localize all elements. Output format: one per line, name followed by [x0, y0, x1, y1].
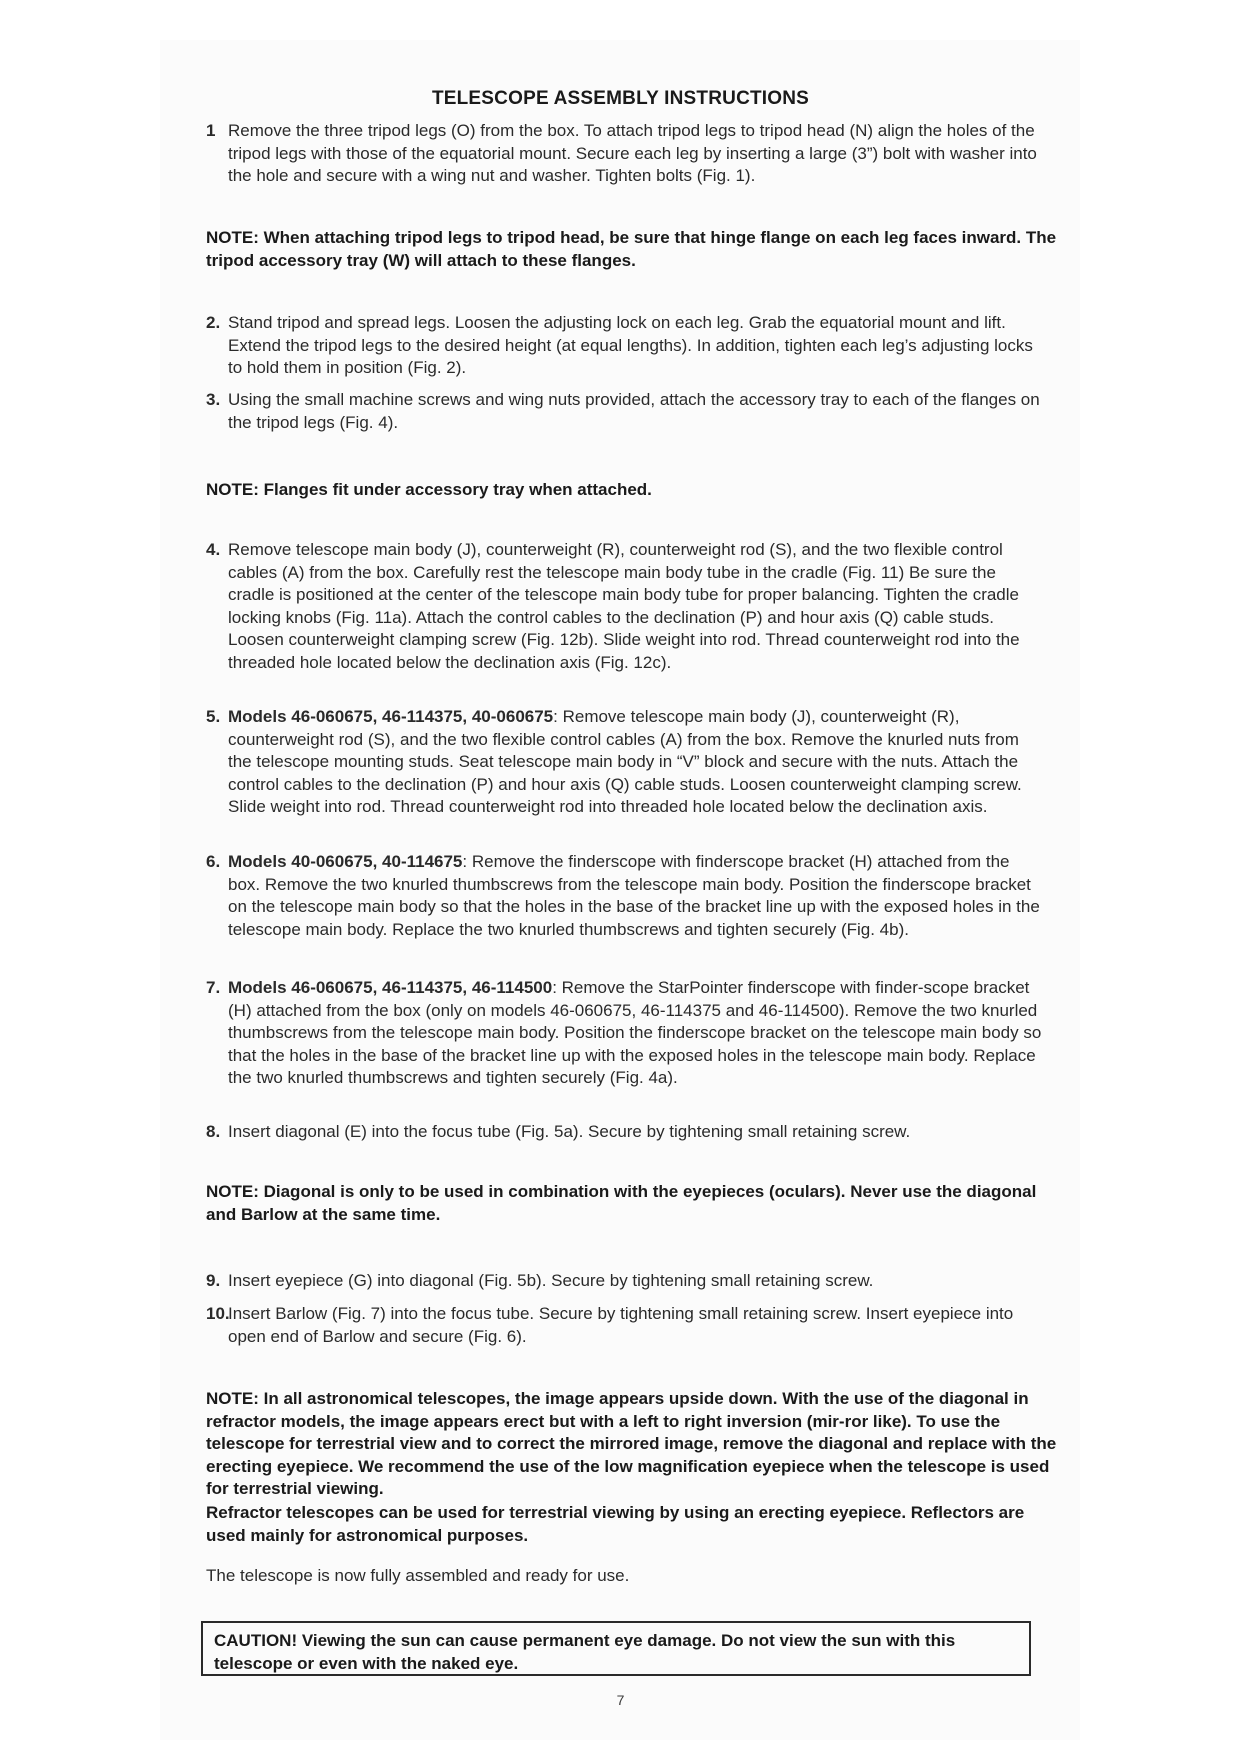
step-5	[206, 706, 1046, 819]
step-6	[206, 851, 1046, 941]
step-text	[228, 977, 1046, 1090]
step-2	[206, 312, 1046, 380]
page-title: TELESCOPE ASSEMBLY INSTRUCTIONS	[431, 88, 810, 109]
step-body: Remove the three tripod legs (O) from the box. To attach tripod legs to tripod head (N) align the holes of the tripod legs with those of the equatorial mount. Secure each leg by inserting a large (3”) bolt with washer into the hole and secure with a wing nut and washer. Tighten bolts (Fig. 1).	[228, 121, 1037, 186]
step-body: : Remove the finderscope with finderscope bracket (H) attached from the box. Remove the two knurled thumbscrews from the telescope main body. Position the finderscope bracket on the telescope main body so that the holes in the base of the bracket line up with the exposed holes in the telescope main body. Replace the two knurled thumbscrews and tighten securely (Fig. 4b).	[228, 852, 1040, 939]
step-7	[206, 977, 1046, 1090]
step-number: 2.	[206, 313, 221, 332]
step-body: : Remove the StarPointer finderscope with finder-scope bracket (H) attached from the box (only on models 46-060675, 46-114375 and 46-114500). Remove the two knurled thumbscrews from the telescope main body. Position the finderscope bracket on the telescope main body so that the holes in the base of the bracket line up with the exposed holes in the telescope main body. Replace the two knurled thumbscrews and tighten securely (Fig. 4a).	[228, 978, 1042, 1088]
step-8	[206, 1121, 1046, 1144]
step-number: 7.	[206, 978, 221, 997]
step-text	[228, 312, 1046, 380]
note-accessory-tray: NOTE: Flanges fit under accessory tray when attached.	[206, 480, 652, 499]
step-body: Remove telescope main body (J), counterweight (R), counterweight rod (S), and the two flexible control cables (A) from the box. Carefully rest the telescope main body tube in the cradle (Fig. 11) Be sure the cradle is positioned at the center of the telescope main body tube for proper balancing. Tighten the cradle locking knobs (Fig. 11a). Attach the control cables to the declination (P) and hour axis (Q) cable studs. Loosen counterweight clamping screw (Fig. 12b). Slide weight into rod. Thread counterweight rod into the threaded hole located below the declination axis (Fig. 12c).	[228, 540, 1020, 672]
step-text	[228, 706, 1046, 819]
step-4	[206, 539, 1046, 675]
step-text	[228, 851, 1046, 941]
step-lead: Models 46-060675, 46-114375, 46-114500	[228, 978, 553, 997]
step-body: Insert Barlow (Fig. 7) into the focus tube. Secure by tightening small retaining screw. Insert eyepiece into open end of Barlow and secure (Fig. 6).	[228, 1304, 1014, 1346]
step-text	[228, 1121, 1046, 1144]
step-number: 4.	[206, 540, 221, 559]
step-number: 6.	[206, 852, 221, 871]
step-text	[228, 1270, 1046, 1293]
page-number: 7	[616, 1692, 625, 1708]
step-10	[206, 1303, 1046, 1348]
note-diagonal: NOTE: Diagonal is only to be used in combination with the eyepieces (oculars). Never use the diagonal and Barlow at the same time.	[206, 1182, 1037, 1224]
note-refractor: Refractor telescopes can be used for terrestrial viewing by using an erecting eyepiece. Reflectors are used mainly for astronomical purposes.	[206, 1503, 1025, 1545]
step-number: 10.	[206, 1304, 230, 1323]
step-9	[206, 1270, 1046, 1293]
step-text	[228, 389, 1046, 434]
step-1	[206, 120, 1046, 188]
step-body: Insert eyepiece (G) into diagonal (Fig. 5b). Secure by tightening small retaining screw.	[228, 1271, 874, 1290]
step-number: 1	[206, 121, 216, 140]
note-image-orientation: NOTE: In all astronomical telescopes, the image appears upside down. With the use of the diagonal in refractor models, the image appears erect but with a left to right inversion (mir-ror like). To use the telescope for terrestrial view and to correct the mirrored image, remove the diagonal and replace with the erecting eyepiece. We recommend the use of the low magnification eyepiece when the telescope is used for terrestrial viewing.	[206, 1389, 1057, 1499]
step-text	[228, 539, 1046, 675]
step-lead: Models 46-060675, 46-114375, 40-060675	[228, 707, 554, 726]
step-number: 5.	[206, 707, 221, 726]
step-body: : Remove telescope main body (J), counterweight (R), counterweight rod (S), and the two flexible control cables (A) from the box. Remove the knurled nuts from the telescope mounting studs. Seat telescope main body in “V” block and secure with the nuts. Attach the control cables to the declination (P) and hour axis (Q) cable studs. Loosen counterweight clamping screw. Slide weight into rod. Thread counterweight rod into threaded hole located below the declination axis.	[228, 707, 1022, 817]
step-number: 9.	[206, 1271, 221, 1290]
step-lead: Models 40-060675, 40-114675	[228, 852, 463, 871]
step-body: Using the small machine screws and wing nuts provided, attach the accessory tray to each of the flanges on the tripod legs (Fig. 4).	[228, 390, 1040, 432]
caution-box: CAUTION! Viewing the sun can cause permanent eye damage. Do not view the sun with this telescope or even with the naked eye.	[201, 1621, 1031, 1676]
step-body: Stand tripod and spread legs. Loosen the adjusting lock on each leg. Grab the equatorial mount and lift. Extend the tripod legs to the desired height (at equal lengths). In addition, tighten each leg’s adjusting locks to hold them in position (Fig. 2).	[228, 313, 1033, 378]
note-tripod-flange: NOTE: When attaching tripod legs to tripod head, be sure that hinge flange on each leg faces inward. The tripod accessory tray (W) will attach to these flanges.	[206, 228, 1057, 270]
assembled-statement: The telescope is now fully assembled and ready for use.	[206, 1566, 630, 1585]
step-text	[228, 1303, 1046, 1348]
step-3	[206, 389, 1046, 434]
step-number: 8.	[206, 1122, 221, 1141]
step-text	[228, 120, 1046, 188]
step-number: 3.	[206, 390, 221, 409]
step-body: Insert diagonal (E) into the focus tube (Fig. 5a). Secure by tightening small retaining screw.	[228, 1122, 911, 1141]
